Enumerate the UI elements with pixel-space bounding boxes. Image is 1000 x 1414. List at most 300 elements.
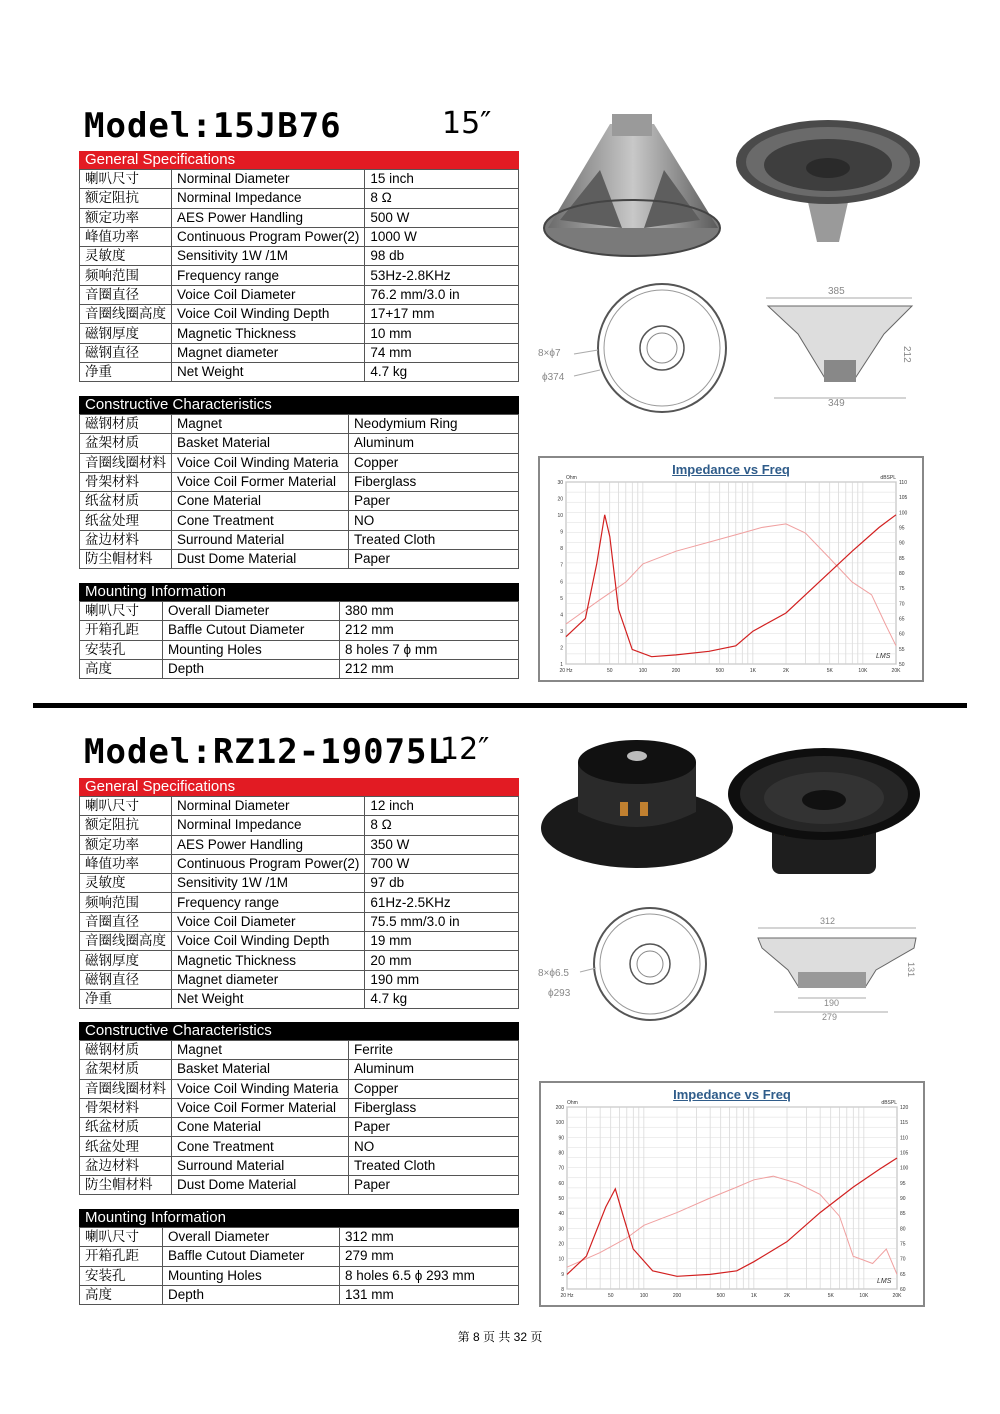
spec-label-en: Mounting Holes [163,1266,340,1285]
spec-value: Aluminum [349,1060,519,1079]
x-tick: 50 [606,668,613,674]
spec-value: Neodymium Ring [349,415,519,434]
spec-label-cn: 喇叭尺寸 [80,170,172,189]
spec-row [80,324,519,343]
spec-label-cn: 盆架材质 [80,1060,172,1079]
impedance-chart-1 [538,456,924,682]
spec-row [80,874,519,893]
spec-label-en: Sensitivity 1W /1M [172,247,365,266]
x-tick: 20 Hz [559,668,573,674]
spec-row [80,602,519,621]
spec-value: 279 mm [340,1247,519,1266]
spec-label-en: Overall Diameter [163,602,340,621]
x-tick: 5K [826,668,833,674]
spec-row [80,434,519,453]
x-tick: 20K [892,1293,902,1299]
y-tick-left: 200 [555,1105,564,1111]
spec-value: 12 inch [365,797,519,816]
tech-drawing-2 [536,906,926,1034]
spec-label-cn: 磁钢厚度 [80,951,172,970]
spec-row [80,1285,519,1304]
y-tick-right: 60 [900,1287,906,1293]
x-tick: 20K [891,668,901,674]
spec-row [80,1060,519,1079]
spec-value: 61Hz-2.5KHz [365,893,519,912]
section-header: General Specifications [79,151,519,169]
y-tick-right: 85 [899,555,905,562]
y-tick-left: 60 [558,1180,564,1187]
spec-table [79,601,519,679]
y-tick-left: 1 [560,662,563,668]
spec-value: Paper [349,550,519,569]
spec-label-cn: 额定阻抗 [80,816,172,835]
spec-label-en: Continuous Program Power(2) [172,227,365,246]
spec-row [80,1118,519,1137]
x-tick: 500 [716,1293,725,1299]
spec-label-en: Norminal Impedance [172,816,365,835]
spec-label-cn: 纸盆处理 [80,511,172,530]
spec-value: NO [349,1137,519,1156]
spec-label-en: Norminal Diameter [172,797,365,816]
spec-row [80,530,519,549]
spec-label-en: Dust Dome Material [172,1176,349,1195]
x-tick: 50 [607,1293,614,1299]
spec-label-en: Voice Coil Winding Depth [172,932,365,951]
spec-value: 500 W [365,208,519,227]
spec-row [80,1156,519,1175]
y-tick-left: 10 [557,513,563,520]
y-tick-left: 9 [560,529,563,536]
spec-value: Fiberglass [349,472,519,491]
spec-label-en: Magnet diameter [172,970,365,989]
spec-row [80,659,519,678]
spec-label-en: Voice Coil Former Material [172,1098,349,1117]
x-tick: 2K [783,1293,791,1299]
model-size-1: 15″ [442,106,492,141]
spec-label-en: Voice Coil Diameter [172,285,365,304]
y-tick-right: 90 [900,1196,906,1202]
spec-row [80,1137,519,1156]
spec-value: 15 inch [365,170,519,189]
y-tick-right: 115 [900,1120,908,1127]
spec-row [80,854,519,873]
spec-row [80,835,519,854]
spec-label-cn: 纸盆材质 [80,1118,172,1137]
spec-row [80,472,519,491]
spec-label-en: Magnet diameter [172,343,365,362]
y-tick-left: 30 [558,1226,564,1233]
spec-label-en: Cone Treatment [172,511,349,530]
spec-label-en: Mounting Holes [163,640,340,659]
spec-row [80,343,519,362]
spec-value: 190 mm [365,970,519,989]
spec-row [80,1079,519,1098]
spec-mounting-1 [79,583,519,679]
section-header: General Specifications [79,778,519,796]
spec-value: 700 W [365,854,519,873]
spec-value: 350 W [365,835,519,854]
spec-label-en: Overall Diameter [163,1228,340,1247]
spec-value: Paper [349,1118,519,1137]
spec-label-cn: 盆边材料 [80,1156,172,1175]
x-tick: 100 [639,1293,649,1299]
spec-label-cn: 音圈线圈材料 [80,453,172,472]
spec-value: Ferrite [349,1041,519,1060]
section-header: Constructive Characteristics [79,1022,519,1040]
chart-logo: LMS [877,1278,892,1285]
y-tick-left: 2 [560,645,563,652]
spec-label-cn: 磁钢厚度 [80,324,172,343]
left-unit: Ohm [567,1100,578,1106]
x-tick: 500 [715,668,724,674]
spec-label-cn: 纸盆处理 [80,1137,172,1156]
y-tick-right: 80 [899,571,905,577]
spec-value: 8 Ω [365,189,519,208]
y-tick-left: 100 [555,1120,564,1127]
spec-label-cn: 开箱孔距 [80,621,163,640]
spec-row [80,1176,519,1195]
spec-value: 4.7 kg [365,989,519,1008]
spec-label-en: Magnetic Thickness [172,951,365,970]
spec-value: 97 db [365,874,519,893]
y-tick-left: 8 [561,1287,564,1293]
impedance-chart-2 [539,1081,925,1307]
y-tick-right: 105 [900,1150,909,1157]
spec-value: 131 mm [340,1285,519,1304]
spec-row [80,912,519,931]
right-unit: dBSPL [881,1100,897,1106]
spec-label-en: Depth [163,1285,340,1304]
spec-row [80,208,519,227]
y-tick-right: 120 [900,1105,909,1111]
chart-title: Impedance vs Freq [673,1087,791,1102]
drawing-width-label: 385 [828,286,845,297]
spec-label-en: Voice Coil Winding Materia [172,1079,349,1098]
spec-value: 212 mm [340,659,519,678]
drawing-width-label: 312 [820,916,836,926]
spec-row [80,305,519,324]
spec-label-en: Voice Coil Former Material [172,472,349,491]
spec-label-en: Cone Treatment [172,1137,349,1156]
spec-label-en: Depth [163,659,340,678]
spec-value: 8 holes 7 ϕ mm [340,640,519,659]
y-tick-left: 6 [560,579,563,586]
spec-label-cn: 安装孔 [80,640,163,659]
spec-label-en: Norminal Diameter [172,170,365,189]
spec-label-cn: 防尘帽材料 [80,1176,172,1195]
y-tick-right: 100 [899,510,908,517]
spec-general-2 [79,778,519,1009]
spec-label-cn: 磁钢材质 [80,415,172,434]
spec-label-cn: 盆架材质 [80,434,172,453]
x-tick: 10K [858,668,868,674]
drawing-holes-label: 8×ϕ6.5 [538,968,569,979]
y-tick-right: 75 [900,1241,906,1248]
y-tick-left: 50 [558,1196,564,1202]
drawing-bottom-label: 190 [824,998,840,1008]
spec-row [80,362,519,381]
y-tick-left: 7 [560,562,563,569]
spec-label-cn: 净重 [80,362,172,381]
spec-value: NO [349,511,519,530]
drawing-pcd-label: ϕ374 [542,372,565,383]
page-footer: 第 8 页 共 32 页 [457,1330,543,1344]
spec-value: 75.5 mm/3.0 in [365,912,519,931]
spec-row [80,511,519,530]
y-tick-right: 90 [899,540,905,547]
spec-row [80,893,519,912]
y-tick-right: 60 [899,631,905,638]
spec-row [80,285,519,304]
spec-label-cn: 磁钢材质 [80,1041,172,1060]
spec-row [80,1041,519,1060]
spec-row [80,227,519,246]
model-title-1: Model:15JB76 [84,106,342,146]
y-tick-left: 3 [560,628,563,635]
spec-value: Treated Cloth [349,1156,519,1175]
spec-label-en: Magnet [172,415,349,434]
spec-row [80,970,519,989]
spec-constructive-2 [79,1022,519,1195]
chart-title: Impedance vs Freq [672,462,790,477]
spec-label-cn: 磁钢直径 [80,343,172,362]
spec-value: Fiberglass [349,1098,519,1117]
drawing-bottom2-label: 279 [822,1012,838,1022]
y-tick-right: 70 [899,601,905,608]
spec-label-en: Magnet [172,1041,349,1060]
spec-constructive-1 [79,396,519,569]
spec-value: 17+17 mm [365,305,519,324]
spec-label-cn: 频响范围 [80,893,172,912]
spec-label-en: Surround Material [172,1156,349,1175]
section-header: Constructive Characteristics [79,396,519,414]
y-tick-left: 20 [558,1241,564,1248]
spec-label-en: Voice Coil Winding Depth [172,305,365,324]
spec-row [80,621,519,640]
spec-value: Treated Cloth [349,530,519,549]
spec-label-cn: 喇叭尺寸 [80,1228,163,1247]
spec-label-en: Basket Material [172,1060,349,1079]
spec-label-cn: 音圈线圈高度 [80,305,172,324]
spec-value: Copper [349,1079,519,1098]
right-unit: dBSPL [880,475,896,481]
spec-row [80,189,519,208]
y-tick-left: 20 [557,496,563,503]
spec-row [80,989,519,1008]
section-header: Mounting Information [79,583,519,601]
spec-value: 76.2 mm/3.0 in [365,285,519,304]
speaker-photo-front-1 [733,110,923,250]
spec-value: 4.7 kg [365,362,519,381]
spec-value: 53Hz-2.8KHz [365,266,519,285]
y-tick-right: 95 [900,1180,906,1187]
spec-general-1 [79,151,519,382]
spec-label-cn: 频响范围 [80,266,172,285]
x-tick: 5K [827,1293,834,1299]
y-tick-right: 100 [900,1165,909,1172]
y-tick-right: 65 [899,616,905,623]
spec-label-cn: 纸盆材质 [80,492,172,511]
spec-label-en: Net Weight [172,362,365,381]
y-tick-left: 9 [561,1271,564,1278]
spec-label-en: Surround Material [172,530,349,549]
spec-value: 8 holes 6.5 ϕ 293 mm [340,1266,519,1285]
spec-label-cn: 额定功率 [80,835,172,854]
drawing-bottom-label: 349 [828,398,845,409]
spec-label-cn: 额定阻抗 [80,189,172,208]
spec-label-cn: 净重 [80,989,172,1008]
y-tick-right: 70 [900,1256,906,1263]
spec-label-en: Dust Dome Material [172,550,349,569]
spec-row [80,266,519,285]
spec-row [80,1266,519,1285]
spec-table [79,1227,519,1305]
y-tick-left: 4 [560,612,563,619]
spec-label-cn: 防尘帽材料 [80,550,172,569]
spec-row [80,550,519,569]
spec-label-en: Cone Material [172,1118,349,1137]
spec-label-cn: 骨架材料 [80,1098,172,1117]
y-tick-left: 5 [560,595,563,602]
spec-label-en: Sensitivity 1W /1M [172,874,365,893]
spec-row [80,415,519,434]
spec-label-cn: 峰值功率 [80,227,172,246]
speaker-photo-back-1 [540,110,725,260]
spec-label-en: Basket Material [172,434,349,453]
speaker-photo-back-2 [538,732,736,872]
spec-label-en: Frequency range [172,266,365,285]
spec-value: 1000 W [365,227,519,246]
drawing-pcd-label: ϕ293 [548,988,571,999]
y-tick-left: 90 [558,1135,564,1142]
spec-label-cn: 安装孔 [80,1266,163,1285]
spec-mounting-2 [79,1209,519,1305]
spec-value: 20 mm [365,951,519,970]
spec-label-cn: 喇叭尺寸 [80,602,163,621]
spec-label-cn: 音圈直径 [80,912,172,931]
chart-plot [540,458,922,680]
chart-plot [541,1083,923,1305]
section-header: Mounting Information [79,1209,519,1227]
x-tick: 200 [671,668,681,674]
spec-row [80,640,519,659]
spec-table [79,1040,519,1195]
spec-label-cn: 音圈线圈高度 [80,932,172,951]
drawing-holes-label: 8×ϕ7 [538,348,561,359]
y-tick-right: 65 [900,1271,906,1278]
spec-row [80,1228,519,1247]
x-tick: 100 [638,668,648,674]
y-tick-right: 80 [900,1226,906,1233]
tech-drawing-1 [536,280,926,430]
y-tick-right: 110 [899,480,907,486]
spec-row [80,1098,519,1117]
spec-label-en: Baffle Cutout Diameter [163,621,340,640]
spec-label-cn: 峰值功率 [80,854,172,873]
spec-label-cn: 磁钢直径 [80,970,172,989]
spec-label-en: Magnetic Thickness [172,324,365,343]
spec-value: 74 mm [365,343,519,362]
model-title-2: Model:RZ12-19075L [84,732,449,772]
spec-row [80,1247,519,1266]
y-tick-left: 8 [560,546,563,553]
spec-row [80,951,519,970]
spec-value: Paper [349,492,519,511]
y-tick-right: 75 [899,586,905,593]
spec-value: 312 mm [340,1228,519,1247]
spec-row [80,247,519,266]
x-tick: 1K [750,1293,757,1299]
y-tick-right: 110 [900,1135,908,1142]
spec-label-en: Norminal Impedance [172,189,365,208]
y-tick-right: 95 [899,525,905,532]
spec-table [79,796,519,1009]
model-size-2: 12″ [440,732,490,767]
drawing-height-label: 212 [901,346,912,363]
spec-value: Aluminum [349,434,519,453]
spec-label-en: Cone Material [172,492,349,511]
spec-label-en: Voice Coil Winding Materia [172,453,349,472]
spec-label-en: Voice Coil Diameter [172,912,365,931]
spec-table [79,169,519,382]
y-tick-right: 105 [899,495,908,502]
spec-label-en: AES Power Handling [172,208,365,227]
spec-value: 19 mm [365,932,519,951]
spec-label-cn: 高度 [80,659,163,678]
x-tick: 1K [749,668,756,674]
y-tick-left: 70 [558,1165,564,1172]
spec-row [80,170,519,189]
drawing-height-label: 131 [906,962,916,978]
spec-label-cn: 开箱孔距 [80,1247,163,1266]
spec-label-cn: 灵敏度 [80,247,172,266]
chart-logo: LMS [876,653,891,660]
y-tick-right: 55 [899,646,905,653]
y-tick-left: 80 [558,1150,564,1157]
spec-row [80,932,519,951]
spec-label-en: Continuous Program Power(2) [172,854,365,873]
x-tick: 2K [782,668,790,674]
x-tick: 200 [672,1293,682,1299]
x-tick: 20 Hz [560,1293,574,1299]
spec-row [80,797,519,816]
spec-label-cn: 骨架材料 [80,472,172,491]
spec-row [80,816,519,835]
spec-value: Copper [349,453,519,472]
y-tick-left: 10 [558,1256,564,1263]
y-tick-left: 40 [558,1211,564,1218]
spec-value: Paper [349,1176,519,1195]
speaker-photo-front-2 [724,742,924,884]
spec-label-cn: 盆边材料 [80,530,172,549]
left-unit: Ohm [566,475,577,481]
spec-value: 380 mm [340,602,519,621]
spec-label-cn: 音圈直径 [80,285,172,304]
spec-label-cn: 额定功率 [80,208,172,227]
spec-label-en: Baffle Cutout Diameter [163,1247,340,1266]
y-tick-right: 85 [900,1211,906,1218]
section-divider [33,703,967,708]
x-tick: 10K [859,1293,869,1299]
spec-value: 10 mm [365,324,519,343]
spec-label-cn: 高度 [80,1285,163,1304]
spec-value: 8 Ω [365,816,519,835]
spec-table [79,414,519,569]
spec-label-en: AES Power Handling [172,835,365,854]
y-tick-left: 30 [557,480,563,486]
spec-label-cn: 音圈线圈材料 [80,1079,172,1098]
spec-label-en: Net Weight [172,989,365,1008]
